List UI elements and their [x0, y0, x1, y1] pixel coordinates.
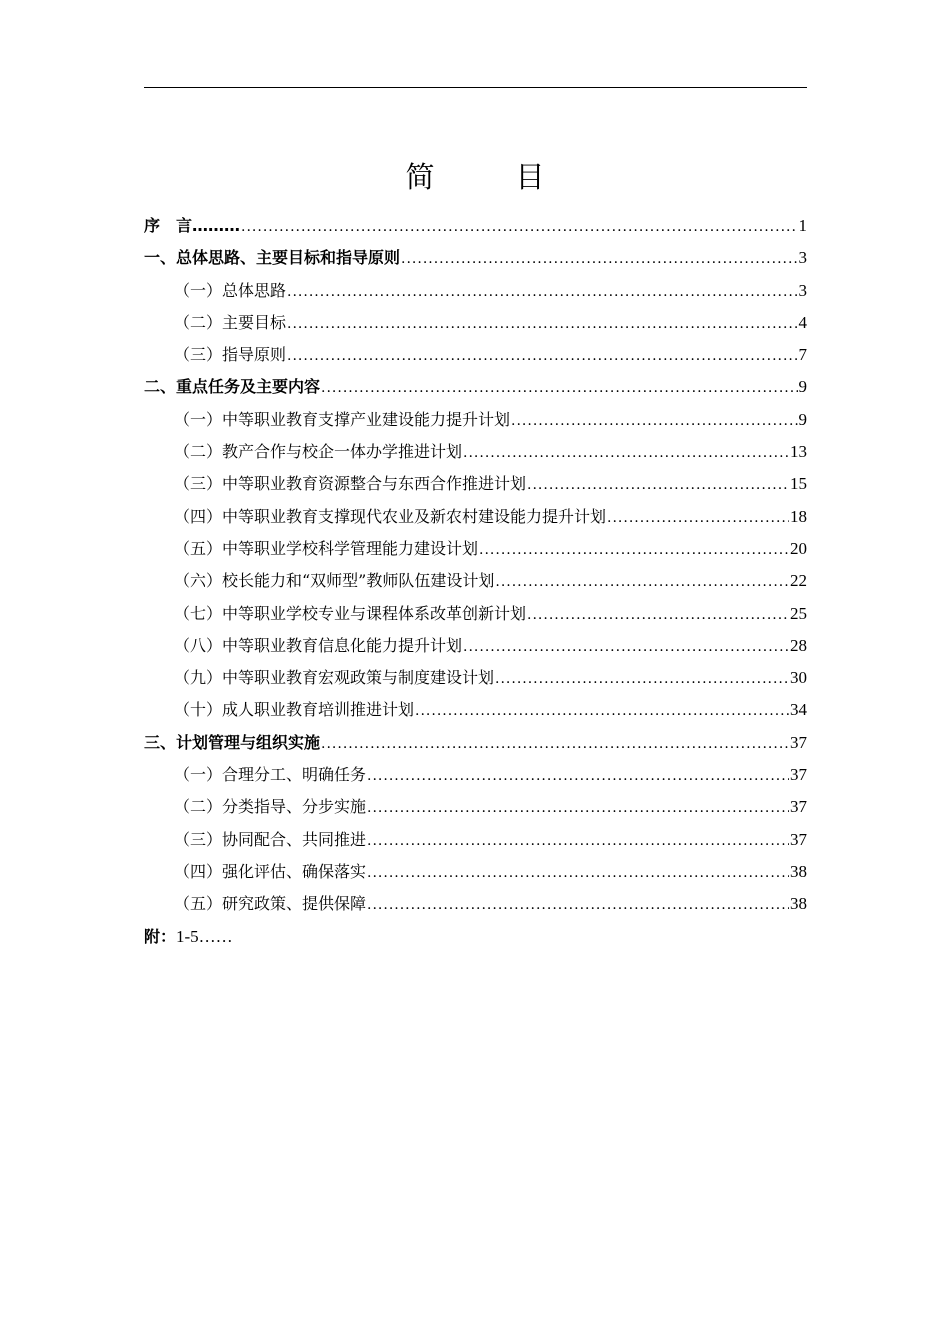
toc-dot-leader — [607, 502, 789, 534]
toc-section-entry[interactable] — [144, 727, 807, 759]
toc-dot-leader — [527, 469, 789, 501]
toc-subsection-entry[interactable] — [144, 501, 807, 533]
appendix-entry — [144, 921, 807, 953]
toc-page-number: 4 — [798, 312, 807, 332]
toc-dot-leader — [367, 889, 789, 921]
toc-page-number: 37 — [790, 797, 807, 817]
toc-entry-label: （一）总体思路 — [174, 280, 287, 300]
toc-entry-label: （一）中等职业教育支撑产业建设能力提升计划 — [174, 409, 511, 429]
toc-subsection-entry[interactable] — [144, 307, 807, 339]
toc-page-number: 25 — [790, 603, 807, 623]
toc-entry-label: （三）指导原则 — [174, 345, 287, 365]
toc-page-number: 30 — [790, 668, 807, 688]
toc-subsection-entry[interactable] — [144, 630, 807, 662]
toc-page-number: 38 — [790, 894, 807, 914]
toc-subsection-entry[interactable] — [144, 436, 807, 468]
toc-entry-label: （五）中等职业学校科学管理能力建设计划 — [174, 538, 479, 558]
page-title: 简 目 — [405, 160, 571, 194]
toc-subsection-entry[interactable] — [144, 888, 807, 920]
toc-dot-leader — [287, 340, 797, 372]
appendix-value: 1-5…… — [176, 926, 233, 946]
toc-entry-label: （五）研究政策、提供保障 — [174, 894, 367, 914]
toc-dot-leader — [321, 372, 797, 404]
toc-dot-leader — [511, 405, 797, 437]
toc-subsection-entry[interactable] — [144, 694, 807, 726]
toc-dot-leader — [527, 599, 789, 631]
toc-subsection-entry[interactable] — [144, 791, 807, 823]
toc-page-number: 37 — [790, 829, 807, 849]
toc-dot-leader — [287, 276, 797, 308]
toc-subsection-entry[interactable] — [144, 275, 807, 307]
toc-entry-label: （九）中等职业教育宏观政策与制度建设计划 — [174, 668, 495, 688]
toc-subsection-entry[interactable] — [144, 824, 807, 856]
toc-entry-label: 一、总体思路、主要目标和指导原则 — [144, 248, 401, 268]
toc-entry-label: （四）中等职业教育支撑现代农业及新农村建设能力提升计划 — [174, 506, 607, 526]
toc-entry-label: （十）成人职业教育培训推进计划 — [174, 700, 415, 720]
toc-entry-label: （一）合理分工、明确任务 — [174, 765, 367, 785]
toc-entry-label: （三）协同配合、共同推进 — [174, 829, 367, 849]
header-rule — [144, 87, 807, 88]
toc-subsection-entry[interactable] — [144, 598, 807, 630]
toc-entries — [144, 210, 807, 921]
toc-page-number: 3 — [798, 248, 807, 268]
toc-page-number: 20 — [790, 538, 807, 558]
toc-subsection-entry[interactable] — [144, 856, 807, 888]
toc-dot-leader — [463, 631, 789, 663]
toc-entry-label: （二）教产合作与校企一体办学推进计划 — [174, 442, 463, 462]
toc-dot-leader — [479, 534, 789, 566]
toc-page-number: 9 — [798, 377, 807, 397]
toc-entry-label: 二、重点任务及主要内容 — [144, 377, 321, 397]
toc-dot-leader — [401, 243, 797, 275]
toc-page-number: 22 — [790, 571, 807, 591]
toc-subsection-entry[interactable] — [144, 339, 807, 371]
toc-dot-leader — [367, 792, 789, 824]
toc-page-number: 7 — [798, 345, 807, 365]
toc-page-number: 3 — [798, 280, 807, 300]
toc-page-number: 9 — [798, 409, 807, 429]
toc-entry-label: （三）中等职业教育资源整合与东西合作推进计划 — [174, 474, 527, 494]
toc-dot-leader — [287, 308, 797, 340]
toc-dot-leader — [367, 857, 789, 889]
appendix-label: 附： — [144, 926, 177, 946]
toc-page-number: 34 — [790, 700, 807, 720]
toc-page-number: 28 — [790, 635, 807, 655]
toc-entry-label: （八）中等职业教育信息化能力提升计划 — [174, 635, 463, 655]
toc-entry-label: （七）中等职业学校专业与课程体系改革创新计划 — [174, 603, 527, 623]
toc-subsection-entry[interactable] — [144, 404, 807, 436]
toc-dot-leader — [367, 760, 789, 792]
toc-dot-leader — [495, 663, 789, 695]
toc-subsection-entry[interactable] — [144, 565, 807, 597]
toc-section-entry[interactable] — [144, 210, 807, 242]
toc-dot-leader — [321, 728, 789, 760]
toc-dot-leader — [415, 695, 789, 727]
toc-page-number: 1 — [798, 216, 807, 235]
toc-subsection-entry[interactable] — [144, 533, 807, 565]
toc-dot-leader — [463, 437, 789, 469]
toc-entry-label: 序 言……… — [144, 216, 241, 235]
toc-subsection-entry[interactable] — [144, 662, 807, 694]
toc-entry-label: （四）强化评估、确保落实 — [174, 861, 367, 881]
toc-section-entry[interactable] — [144, 371, 807, 403]
toc-subsection-entry[interactable] — [144, 759, 807, 791]
toc-page-number: 38 — [790, 861, 807, 881]
toc-page-number: 13 — [790, 442, 807, 462]
toc-dot-leader — [241, 211, 797, 243]
toc-entry-label: （二）分类指导、分步实施 — [174, 797, 367, 817]
toc-dot-leader — [495, 566, 789, 598]
toc-page-number: 15 — [790, 474, 807, 494]
toc-entry-label: （二）主要目标 — [174, 312, 287, 332]
toc-dot-leader — [367, 825, 789, 857]
toc-section-entry[interactable] — [144, 242, 807, 274]
toc-page-number: 18 — [790, 506, 807, 526]
toc-page-number: 37 — [790, 765, 807, 785]
toc-entry-label: （六）校长能力和“双师型”教师队伍建设计划 — [174, 571, 495, 591]
toc-page-number: 37 — [790, 732, 807, 752]
toc-subsection-entry[interactable] — [144, 468, 807, 500]
table-of-contents — [144, 210, 807, 953]
toc-entry-label: 三、计划管理与组织实施 — [144, 732, 321, 752]
